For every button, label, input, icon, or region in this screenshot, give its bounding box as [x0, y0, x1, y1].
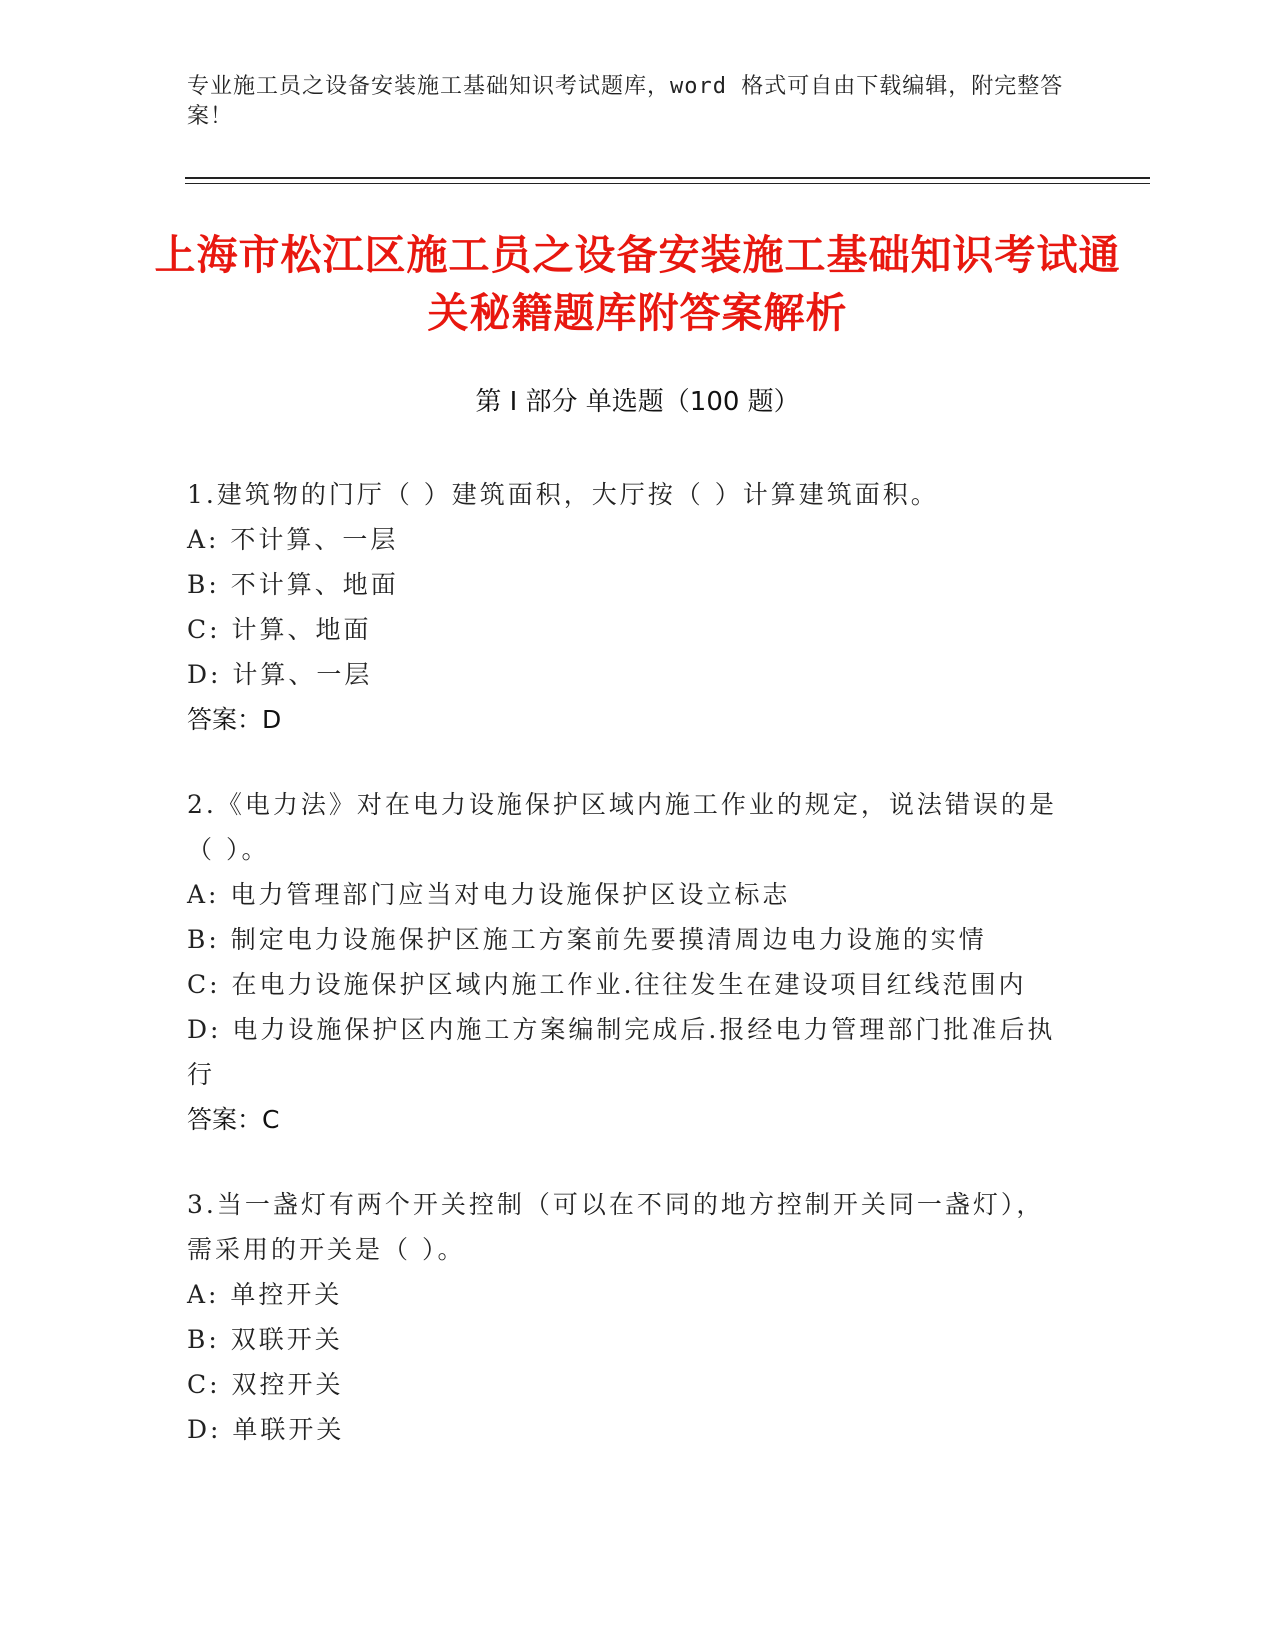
option-a: A: 单控开关: [187, 1280, 343, 1309]
option-a: A: 电力管理部门应当对电力设施保护区设立标志: [187, 880, 791, 909]
answer: 答案：C: [187, 1105, 280, 1134]
question-stem: 1.建筑物的门厅（ ）建筑面积，大厅按（ ）计算建筑面积。: [187, 480, 939, 509]
option-b: B: 不计算、地面: [187, 570, 399, 599]
question-list: [187, 472, 1067, 1492]
option-b: B: 双联开关: [187, 1325, 343, 1354]
section-heading: 第 I 部分 单选题（100 题）: [475, 387, 800, 417]
question-2: [187, 782, 1067, 1142]
option-d: D: 计算、一层: [187, 660, 373, 689]
header-note: 专业施工员之设备安装施工基础知识考试题库，word 格式可自由下载编辑，附完整答案！: [187, 74, 1064, 129]
option-c: C: 在电力设施保护区域内施工作业.往往发生在建设项目红线范围内: [187, 970, 1027, 999]
document-title: 上海市松江区施工员之设备安装施工基础知识考试通关秘籍题库附答案解析: [154, 231, 1121, 337]
header-rule-thick: [185, 177, 1150, 179]
option-b: B: 制定电力设施保护区施工方案前先要摸清周边电力设施的实情: [187, 925, 987, 954]
question-stem: 2.《电力法》对在电力设施保护区域内施工作业的规定，说法错误的是（ ）。: [187, 790, 1057, 864]
question-3: [187, 1182, 1067, 1452]
option-c: C: 双控开关: [187, 1370, 344, 1399]
question-1: [187, 472, 1067, 742]
header-rule-thin: [185, 183, 1150, 184]
option-d: D: 电力设施保护区内施工方案编制完成后.报经电力管理部门批准后执行: [187, 1015, 1056, 1089]
option-c: C: 计算、地面: [187, 615, 372, 644]
question-stem: 3.当一盏灯有两个开关控制（可以在不同的地方控制开关同一盏灯），需采用的开关是（ ）。: [187, 1190, 1045, 1264]
answer: 答案：D: [187, 705, 282, 734]
option-d: D: 单联开关: [187, 1415, 345, 1444]
option-a: A: 不计算、一层: [187, 525, 399, 554]
